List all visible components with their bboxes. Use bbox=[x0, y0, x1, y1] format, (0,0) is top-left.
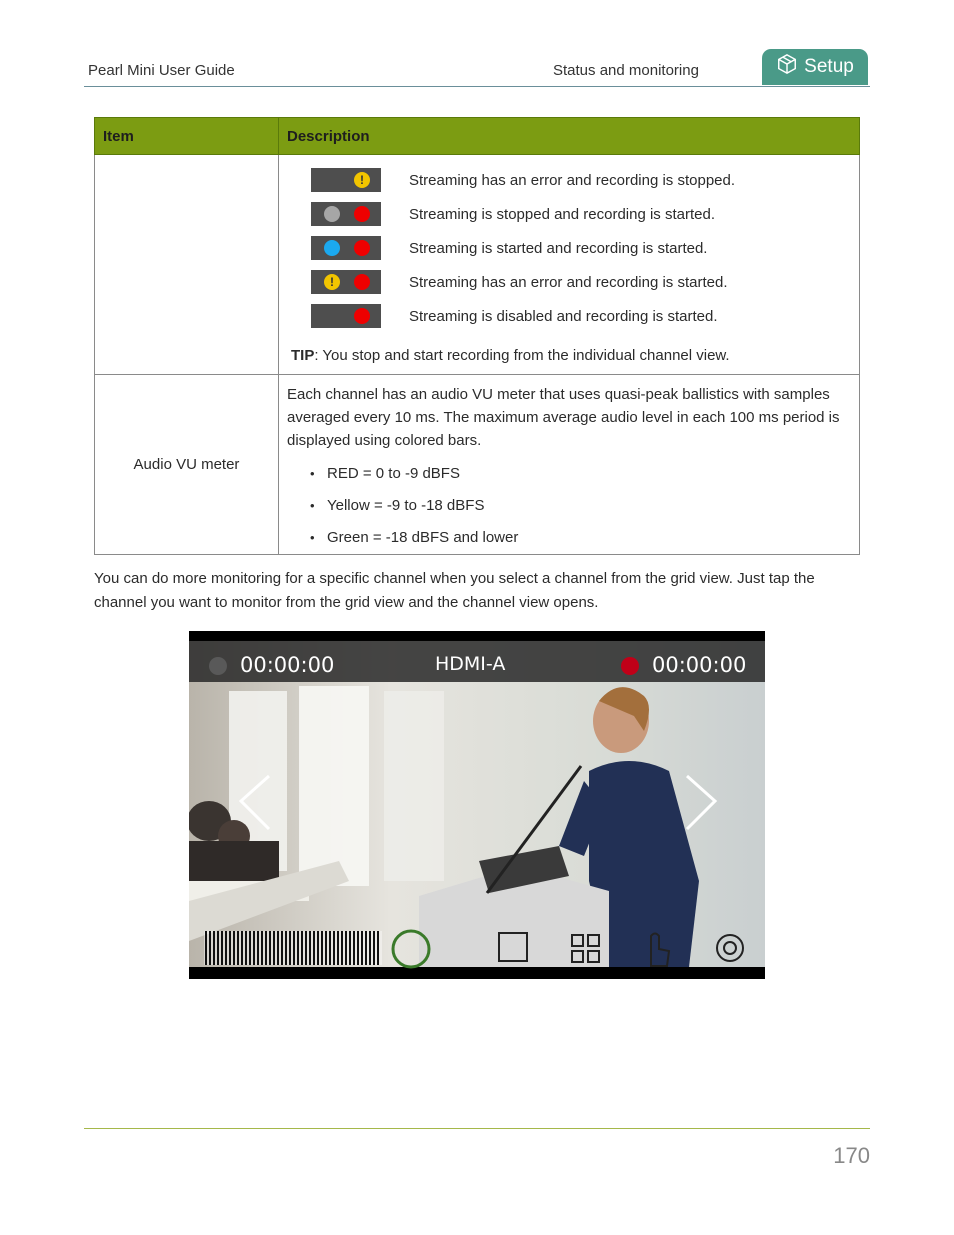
header-divider bbox=[84, 86, 870, 87]
col-item-header: Item bbox=[95, 118, 279, 155]
status-indicator bbox=[311, 304, 381, 328]
status-table bbox=[94, 117, 860, 555]
tip-text: : You stop and start recording from the individual channel view. bbox=[314, 347, 730, 364]
table-cell-description bbox=[279, 155, 860, 375]
status-text: Streaming is disabled and recording is started. bbox=[409, 307, 718, 325]
cube-icon bbox=[776, 53, 798, 81]
channel-name: HDMI-A bbox=[435, 653, 506, 675]
list-item bbox=[279, 265, 859, 299]
table-cell-item bbox=[95, 155, 279, 375]
tip-label: TIP bbox=[291, 347, 315, 364]
list-item bbox=[279, 231, 859, 265]
record-status-icon[interactable] bbox=[621, 657, 639, 675]
table-cell-item bbox=[95, 375, 279, 555]
list-item: • Green = -18 dBFS and lower bbox=[327, 522, 859, 554]
stream-timer: 00:00:00 bbox=[240, 653, 335, 677]
level-list bbox=[279, 458, 859, 554]
list-item bbox=[279, 163, 859, 197]
status-text: Streaming is stopped and recording is started. bbox=[409, 205, 715, 223]
stream-stopped-icon bbox=[324, 206, 340, 222]
channel-view-screenshot bbox=[189, 631, 765, 979]
col-description-header: Description bbox=[279, 118, 860, 155]
status-text: Streaming is started and recording is started. bbox=[409, 239, 708, 257]
stream-status-icon[interactable] bbox=[209, 657, 227, 675]
warning-icon: ! bbox=[354, 172, 370, 188]
setup-tab[interactable] bbox=[762, 49, 868, 85]
channel-view-image bbox=[189, 631, 765, 979]
record-icon bbox=[354, 308, 370, 324]
record-icon bbox=[354, 206, 370, 222]
record-icon bbox=[354, 240, 370, 256]
section-title: Status and monitoring bbox=[553, 62, 699, 79]
audio-description: Each channel has an audio VU meter that uses quasi-peak ballistics with samples averaged every 10 ms. The maximum average audio level in each 100 ms period is displayed using colored bars. bbox=[287, 386, 840, 449]
record-icon bbox=[354, 274, 370, 290]
list-item: • RED = 0 to -9 dBFS bbox=[327, 458, 859, 490]
status-text: Streaming has an error and recording is started. bbox=[409, 273, 728, 291]
table-row bbox=[95, 375, 860, 555]
channel-top-bar bbox=[189, 641, 765, 682]
footer-divider bbox=[84, 1128, 870, 1129]
status-indicator bbox=[311, 168, 381, 192]
list-item: • Yellow = -9 to -18 dBFS bbox=[327, 490, 859, 522]
audio-vu-meter-label: Audio VU meter bbox=[133, 456, 240, 473]
table-header-row bbox=[95, 118, 860, 155]
table-row bbox=[95, 155, 860, 375]
status-indicator bbox=[311, 202, 381, 226]
record-timer: 00:00:00 bbox=[652, 653, 747, 677]
status-indicator bbox=[311, 270, 381, 294]
list-item bbox=[279, 299, 859, 333]
tip-note bbox=[291, 347, 859, 364]
guide-title: Pearl Mini User Guide bbox=[88, 62, 235, 79]
status-indicator bbox=[311, 236, 381, 260]
warning-icon: ! bbox=[324, 274, 340, 290]
status-text: Streaming has an error and recording is stopped. bbox=[409, 171, 736, 189]
page-number: 170 bbox=[833, 1143, 870, 1168]
stream-started-icon bbox=[324, 240, 340, 256]
table-cell-description bbox=[279, 375, 860, 555]
list-item bbox=[279, 197, 859, 231]
status-indicator-list bbox=[279, 155, 859, 333]
setup-tab-label: Setup bbox=[804, 56, 854, 77]
body-paragraph: You can do more monitoring for a specific channel when you select a channel from the grid view. Just tap the channel you want to monitor from the grid view and the channel view opens. bbox=[94, 570, 815, 611]
